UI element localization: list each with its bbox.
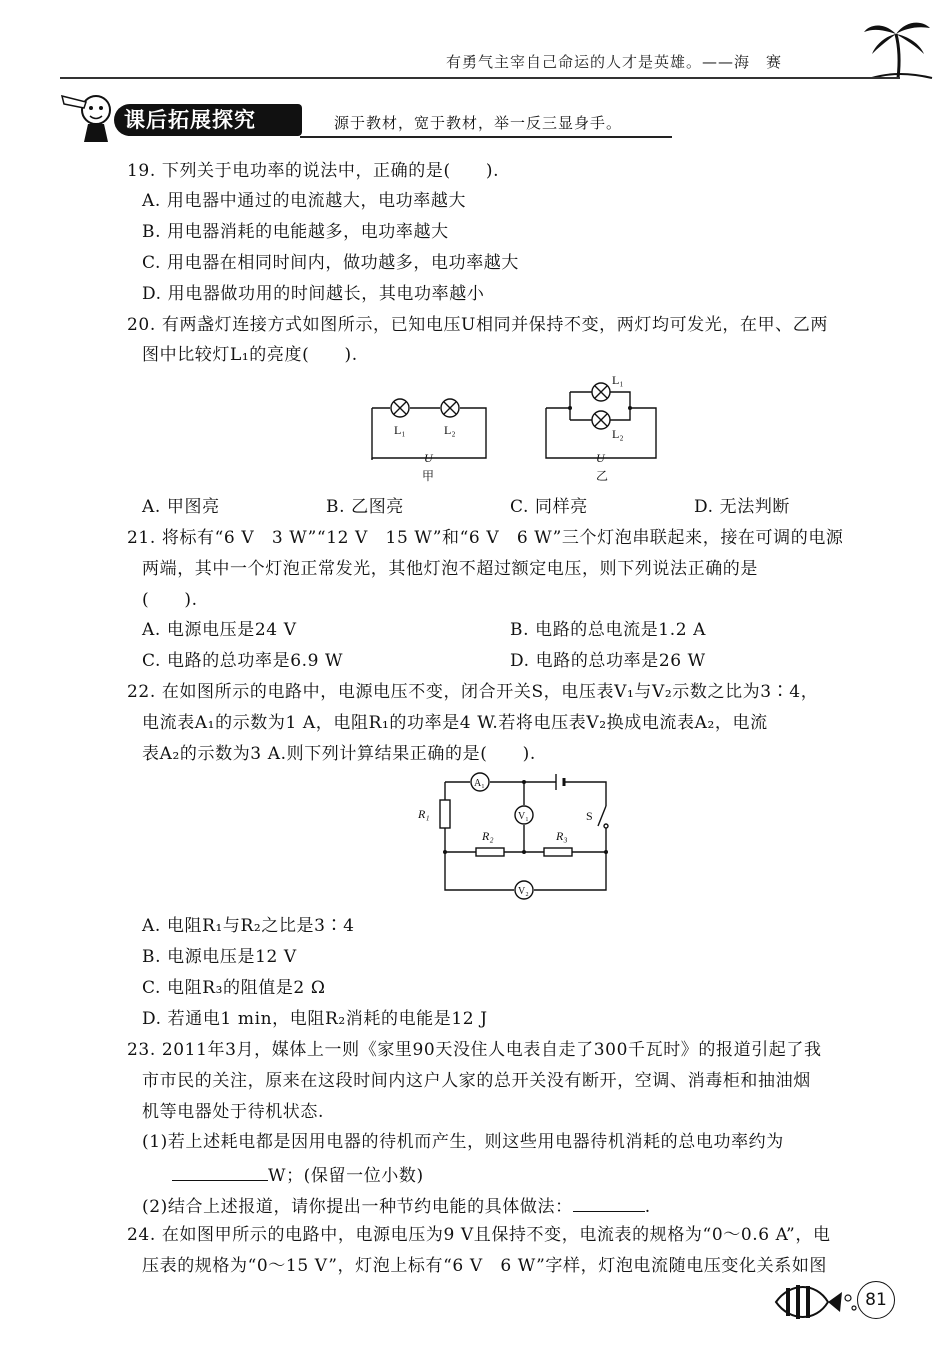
q23-part1-answer-blank[interactable] xyxy=(172,1162,268,1181)
header-rule xyxy=(60,77,900,79)
q20-yi-caption: 乙 xyxy=(596,469,609,483)
q22-a1-label: A₁ xyxy=(474,778,485,789)
q20-option-c: C. 同样亮 xyxy=(510,497,588,517)
slogan-rule xyxy=(300,136,672,138)
q22-stem-line1: 22. 在如图所示的电路中，电源电压不变，闭合开关S，电压表V₁与V₂示数之比为3∶4， xyxy=(127,682,819,702)
q22-switch-label: S xyxy=(586,809,593,823)
q23-part1-line1: (1)若上述耗电都是因用电器的待机而产生，则这些用电器待机消耗的总电功率约为 xyxy=(142,1132,784,1152)
q20-circuit-figure xyxy=(360,372,670,490)
q23-part1-unit: W；(保留一位小数) xyxy=(268,1166,424,1186)
q22-r1-label: R₁ xyxy=(418,807,430,821)
q20-jia-u-label: U xyxy=(424,451,433,465)
q21-option-d: D. 电路的总功率是26 W xyxy=(510,651,706,671)
section-slogan: 源于教材，宽于教材，举一反三显身手。 xyxy=(334,114,623,132)
q24-stem-line2: 压表的规格为“0～15 V”，灯泡上标有“6 V 6 W”字样，灯泡电流随电压变化关系如图 xyxy=(142,1256,828,1276)
q22-stem-line3: 表A₂的示数为3 A.则下列计算结果正确的是( ). xyxy=(142,744,536,764)
q21-option-b: B. 电路的总电流是1.2 A xyxy=(510,620,707,640)
q20-jia-l1-label: L₁ xyxy=(394,423,406,437)
q19-option-d: D. 用电器做功用的时间越长，其电功率越小 xyxy=(142,284,485,304)
q21-stem-line1: 21. 将标有“6 V 3 W”“12 V 15 W”和“6 V 6 W”三个灯泡串联起来，接在可调的电源 xyxy=(127,528,844,548)
q20-stem-line1: 20. 有两盏灯连接方式如图所示，已知电压U相同并保持不变，两灯均可发光，在甲、乙两 xyxy=(127,315,828,335)
palm-tree-icon xyxy=(862,16,934,82)
q22-option-b: B. 电源电压是12 V xyxy=(142,947,297,967)
q19-option-c: C. 用电器在相同时间内，做功越多，电功率越大 xyxy=(142,253,520,273)
q19-option-a: A. 用电器中通过的电流越大，电功率越大 xyxy=(142,191,467,211)
q20-option-a: A. 甲图亮 xyxy=(142,497,220,517)
q23-part2-answer-blank[interactable] xyxy=(573,1193,645,1212)
q22-circuit-figure xyxy=(410,770,620,910)
q20-yi-u-label: U xyxy=(596,451,605,465)
q23-part1-line2 xyxy=(172,1162,424,1187)
q23-part2-text: (2)结合上述报道，请你提出一种节约电能的具体做法： xyxy=(142,1197,573,1217)
q24-stem-line1: 24. 在如图甲所示的电路中，电源电压为9 V且保持不变，电流表的规格为“0～0.6 A”，电 xyxy=(127,1225,831,1245)
q21-stem-line2: 两端，其中一个灯泡正常发光，其他灯泡不超过额定电压，则下列说法正确的是 xyxy=(142,559,758,579)
q22-stem-line2: 电流表A₁的示数为1 A，电阻R₁的功率是4 W.若将电压表V₂换成电流表A₂，电流 xyxy=(142,713,768,733)
q22-option-d: D. 若通电1 min，电阻R₂消耗的电能是12 J xyxy=(142,1009,488,1029)
q22-r3-label: R₃ xyxy=(556,829,568,843)
q23-stem-line2: 市市民的关注，原来在这段时间内这户人家的总开关没有断开，空调、消毒柜和抽油烟 xyxy=(142,1071,811,1091)
q23-stem-line3: 机等电器处于待机状态. xyxy=(142,1102,325,1122)
q23-part2-line xyxy=(142,1193,651,1218)
q20-yi-l1-label: L₁ xyxy=(612,373,624,387)
q21-stem-line3: ( ). xyxy=(142,590,198,610)
q23-part2-end: . xyxy=(644,1197,651,1217)
q19-option-b: B. 用电器消耗的电能越多，电功率越大 xyxy=(142,222,449,242)
q20-option-b: B. 乙图亮 xyxy=(326,497,404,517)
q23-stem-line1: 23. 2011年3月，媒体上一则《家里90天没住人电表自走了300千瓦时》的报道引起了我 xyxy=(127,1040,822,1060)
q21-option-a: A. 电源电压是24 V xyxy=(142,620,297,640)
q20-jia-l2-label: L₂ xyxy=(444,423,456,437)
q21-option-c: C. 电路的总功率是6.9 W xyxy=(142,651,344,671)
q20-option-d: D. 无法判断 xyxy=(694,497,791,517)
q19-stem: 19. 下列关于电功率的说法中，正确的是( ). xyxy=(127,161,500,181)
q22-option-a: A. 电阻R₁与R₂之比是3∶4 xyxy=(142,916,355,936)
fish-icon xyxy=(770,1278,860,1326)
q22-option-c: C. 电阻R₃的阻值是2 Ω xyxy=(142,978,326,998)
section-banner: 课后拓展探究 xyxy=(114,104,302,136)
page-number: 81 xyxy=(857,1281,895,1319)
q22-v2-label: V₂ xyxy=(518,886,529,897)
header-motto: 有勇气主宰自己命运的人才是英雄。——海 赛 xyxy=(446,53,783,71)
q20-yi-l2-label: L₂ xyxy=(612,427,624,441)
q22-r2-label: R₂ xyxy=(482,829,494,843)
q20-jia-caption: 甲 xyxy=(422,469,435,483)
q22-v1-label: V₁ xyxy=(518,811,529,822)
q20-stem-line2: 图中比较灯L₁的亮度( ). xyxy=(142,345,358,365)
